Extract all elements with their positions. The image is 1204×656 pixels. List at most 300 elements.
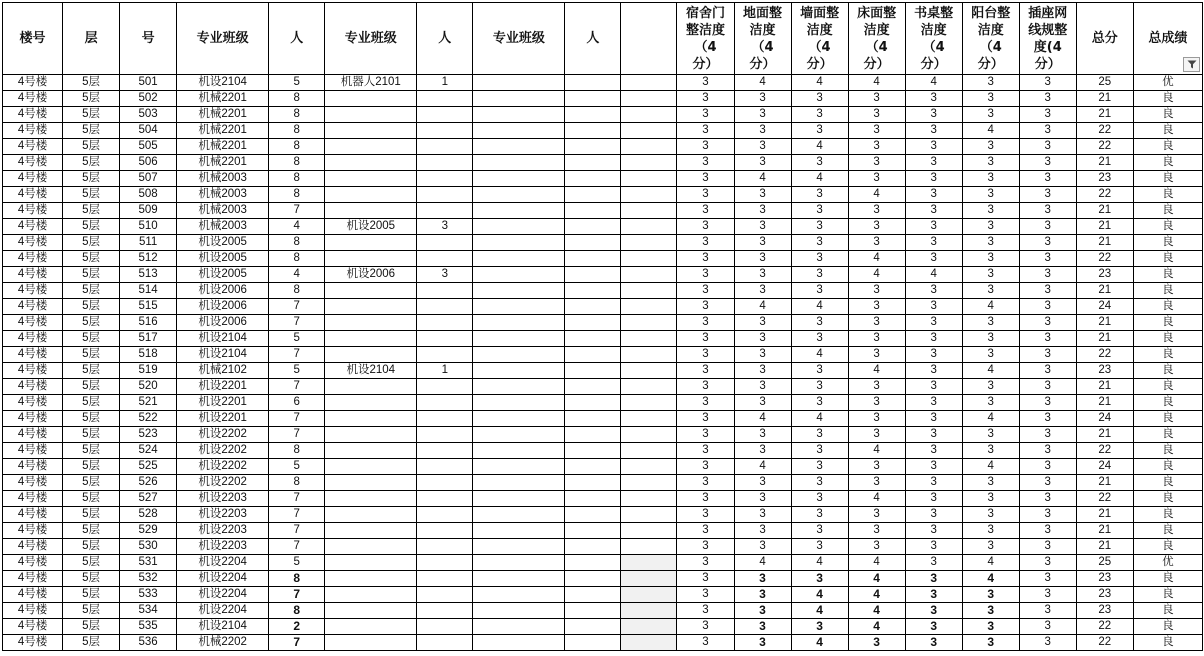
header-blank[interactable] xyxy=(621,3,677,75)
header-floor[interactable] xyxy=(63,3,120,75)
table-cell[interactable]: 22 xyxy=(1076,347,1133,363)
table-cell[interactable] xyxy=(473,155,565,171)
table-cell[interactable]: 2 xyxy=(269,619,325,635)
table-cell[interactable] xyxy=(325,107,417,123)
table-cell[interactable]: 良 xyxy=(1133,107,1202,123)
table-cell[interactable] xyxy=(565,155,621,171)
table-cell[interactable]: 8 xyxy=(269,475,325,491)
table-cell[interactable] xyxy=(621,571,677,587)
table-cell[interactable]: 5层 xyxy=(63,235,120,251)
table-cell[interactable]: 3 xyxy=(734,123,791,139)
table-cell[interactable]: 3 xyxy=(905,571,962,587)
table-cell[interactable] xyxy=(565,443,621,459)
table-cell[interactable] xyxy=(325,603,417,619)
table-cell[interactable] xyxy=(325,251,417,267)
table-cell[interactable]: 526 xyxy=(120,475,177,491)
table-cell[interactable]: 532 xyxy=(120,571,177,587)
table-cell[interactable]: 3 xyxy=(905,443,962,459)
table-cell[interactable]: 505 xyxy=(120,139,177,155)
table-cell[interactable] xyxy=(325,91,417,107)
table-cell[interactable]: 5层 xyxy=(63,283,120,299)
table-cell[interactable]: 3 xyxy=(962,603,1019,619)
table-cell[interactable]: 5层 xyxy=(63,459,120,475)
table-cell[interactable]: 3 xyxy=(848,139,905,155)
header-total-score[interactable] xyxy=(1076,3,1133,75)
table-cell[interactable] xyxy=(325,283,417,299)
table-cell[interactable]: 机设2202 xyxy=(177,427,269,443)
table-cell[interactable]: 3 xyxy=(734,235,791,251)
table-cell[interactable]: 3 xyxy=(905,395,962,411)
table-cell[interactable] xyxy=(621,91,677,107)
table-cell[interactable] xyxy=(473,347,565,363)
table-cell[interactable]: 3 xyxy=(791,251,848,267)
table-cell[interactable]: 3 xyxy=(677,75,734,91)
table-cell[interactable]: 525 xyxy=(120,459,177,475)
table-cell[interactable]: 3 xyxy=(848,171,905,187)
table-cell[interactable] xyxy=(473,187,565,203)
table-cell[interactable]: 良 xyxy=(1133,395,1202,411)
table-cell[interactable]: 3 xyxy=(677,235,734,251)
table-cell[interactable]: 3 xyxy=(1019,555,1076,571)
table-cell[interactable] xyxy=(621,507,677,523)
table-cell[interactable]: 良 xyxy=(1133,91,1202,107)
table-cell[interactable] xyxy=(621,315,677,331)
table-cell[interactable]: 7 xyxy=(269,347,325,363)
table-cell[interactable]: 3 xyxy=(905,427,962,443)
table-cell[interactable]: 21 xyxy=(1076,203,1133,219)
table-cell[interactable]: 4号楼 xyxy=(3,475,63,491)
table-cell[interactable]: 5层 xyxy=(63,171,120,187)
table-cell[interactable]: 5 xyxy=(269,331,325,347)
table-cell[interactable]: 7 xyxy=(269,539,325,555)
table-cell[interactable]: 3 xyxy=(677,219,734,235)
table-cell[interactable]: 3 xyxy=(962,267,1019,283)
table-cell[interactable]: 机设2203 xyxy=(177,507,269,523)
table-cell[interactable]: 7 xyxy=(269,411,325,427)
table-cell[interactable]: 22 xyxy=(1076,123,1133,139)
table-cell[interactable]: 4 xyxy=(734,171,791,187)
table-cell[interactable] xyxy=(473,91,565,107)
table-cell[interactable]: 3 xyxy=(848,427,905,443)
table-cell[interactable] xyxy=(473,619,565,635)
table-cell[interactable]: 4 xyxy=(848,555,905,571)
table-cell[interactable] xyxy=(565,379,621,395)
table-cell[interactable]: 3 xyxy=(677,555,734,571)
table-cell[interactable]: 3 xyxy=(905,491,962,507)
table-cell[interactable] xyxy=(621,443,677,459)
table-cell[interactable]: 4 xyxy=(905,267,962,283)
table-cell[interactable]: 529 xyxy=(120,523,177,539)
table-cell[interactable]: 4 xyxy=(734,299,791,315)
table-cell[interactable]: 4 xyxy=(791,555,848,571)
table-cell[interactable]: 机设2201 xyxy=(177,411,269,427)
table-cell[interactable] xyxy=(473,123,565,139)
table-cell[interactable] xyxy=(473,219,565,235)
table-cell[interactable]: 3 xyxy=(677,107,734,123)
table-cell[interactable]: 7 xyxy=(269,635,325,651)
table-cell[interactable] xyxy=(417,251,473,267)
table-cell[interactable]: 3 xyxy=(905,523,962,539)
table-cell[interactable]: 7 xyxy=(269,427,325,443)
table-cell[interactable]: 519 xyxy=(120,363,177,379)
table-cell[interactable] xyxy=(325,379,417,395)
table-cell[interactable]: 3 xyxy=(734,331,791,347)
table-cell[interactable] xyxy=(325,523,417,539)
table-cell[interactable] xyxy=(325,619,417,635)
table-cell[interactable]: 4 xyxy=(962,459,1019,475)
table-cell[interactable] xyxy=(621,379,677,395)
table-cell[interactable] xyxy=(325,331,417,347)
table-cell[interactable]: 3 xyxy=(962,251,1019,267)
table-cell[interactable]: 3 xyxy=(962,347,1019,363)
table-cell[interactable]: 4 xyxy=(791,171,848,187)
table-cell[interactable]: 8 xyxy=(269,443,325,459)
table-cell[interactable]: 21 xyxy=(1076,235,1133,251)
header-door-cleanliness[interactable] xyxy=(677,3,734,75)
table-cell[interactable] xyxy=(417,539,473,555)
table-cell[interactable]: 3 xyxy=(1019,235,1076,251)
table-cell[interactable]: 机设2204 xyxy=(177,587,269,603)
table-cell[interactable]: 3 xyxy=(905,475,962,491)
table-cell[interactable] xyxy=(621,283,677,299)
table-cell[interactable]: 机设2104 xyxy=(177,347,269,363)
table-cell[interactable]: 21 xyxy=(1076,107,1133,123)
table-cell[interactable]: 4 xyxy=(791,139,848,155)
table-cell[interactable]: 4 xyxy=(791,635,848,651)
table-cell[interactable]: 3 xyxy=(791,475,848,491)
table-cell[interactable] xyxy=(417,427,473,443)
table-cell[interactable] xyxy=(621,587,677,603)
table-cell[interactable]: 4 xyxy=(734,75,791,91)
table-cell[interactable]: 533 xyxy=(120,587,177,603)
table-cell[interactable]: 机设2006 xyxy=(177,283,269,299)
header-desk-cleanliness[interactable] xyxy=(905,3,962,75)
table-cell[interactable]: 3 xyxy=(905,283,962,299)
table-cell[interactable]: 3 xyxy=(677,443,734,459)
table-cell[interactable]: 3 xyxy=(791,155,848,171)
table-cell[interactable]: 3 xyxy=(791,491,848,507)
table-cell[interactable]: 3 xyxy=(1019,171,1076,187)
table-cell[interactable]: 4号楼 xyxy=(3,267,63,283)
table-cell[interactable]: 机械2102 xyxy=(177,363,269,379)
table-cell[interactable]: 3 xyxy=(962,107,1019,123)
table-cell[interactable]: 3 xyxy=(791,507,848,523)
table-cell[interactable]: 5层 xyxy=(63,251,120,267)
table-cell[interactable]: 3 xyxy=(848,523,905,539)
table-cell[interactable]: 4号楼 xyxy=(3,251,63,267)
table-cell[interactable] xyxy=(417,155,473,171)
table-cell[interactable]: 22 xyxy=(1076,619,1133,635)
table-cell[interactable]: 良 xyxy=(1133,331,1202,347)
table-cell[interactable] xyxy=(565,267,621,283)
table-cell[interactable]: 3 xyxy=(1019,539,1076,555)
table-cell[interactable]: 3 xyxy=(962,283,1019,299)
table-cell[interactable]: 5层 xyxy=(63,75,120,91)
table-cell[interactable]: 3 xyxy=(791,187,848,203)
table-cell[interactable] xyxy=(473,459,565,475)
table-cell[interactable] xyxy=(325,347,417,363)
table-cell[interactable]: 524 xyxy=(120,443,177,459)
table-cell[interactable]: 503 xyxy=(120,107,177,123)
table-cell[interactable]: 3 xyxy=(791,443,848,459)
table-cell[interactable] xyxy=(621,267,677,283)
table-cell[interactable] xyxy=(325,571,417,587)
table-cell[interactable]: 3 xyxy=(677,347,734,363)
table-cell[interactable]: 3 xyxy=(962,587,1019,603)
table-cell[interactable]: 5层 xyxy=(63,379,120,395)
table-cell[interactable]: 5 xyxy=(269,75,325,91)
table-cell[interactable]: 3 xyxy=(791,123,848,139)
table-cell[interactable]: 3 xyxy=(734,539,791,555)
table-cell[interactable]: 机械2202 xyxy=(177,635,269,651)
table-cell[interactable]: 8 xyxy=(269,91,325,107)
table-cell[interactable]: 21 xyxy=(1076,155,1133,171)
table-cell[interactable] xyxy=(473,379,565,395)
table-cell[interactable]: 513 xyxy=(120,267,177,283)
table-cell[interactable]: 5层 xyxy=(63,187,120,203)
table-cell[interactable]: 5层 xyxy=(63,123,120,139)
table-cell[interactable]: 3 xyxy=(734,635,791,651)
table-cell[interactable]: 522 xyxy=(120,411,177,427)
table-cell[interactable] xyxy=(417,523,473,539)
table-cell[interactable] xyxy=(473,507,565,523)
table-cell[interactable]: 良 xyxy=(1133,427,1202,443)
table-cell[interactable]: 3 xyxy=(734,251,791,267)
table-cell[interactable]: 3 xyxy=(677,331,734,347)
table-cell[interactable]: 3 xyxy=(791,315,848,331)
table-cell[interactable]: 8 xyxy=(269,571,325,587)
header-class-3[interactable] xyxy=(473,3,565,75)
table-cell[interactable] xyxy=(325,555,417,571)
table-cell[interactable]: 3 xyxy=(791,379,848,395)
table-cell[interactable]: 6 xyxy=(269,395,325,411)
table-cell[interactable] xyxy=(325,123,417,139)
table-cell[interactable]: 4号楼 xyxy=(3,379,63,395)
table-cell[interactable]: 3 xyxy=(962,203,1019,219)
table-cell[interactable]: 5层 xyxy=(63,475,120,491)
table-cell[interactable] xyxy=(621,347,677,363)
table-cell[interactable]: 3 xyxy=(905,347,962,363)
table-cell[interactable] xyxy=(325,587,417,603)
table-cell[interactable]: 535 xyxy=(120,619,177,635)
table-cell[interactable]: 机设2202 xyxy=(177,443,269,459)
table-cell[interactable]: 3 xyxy=(734,587,791,603)
table-cell[interactable]: 4 xyxy=(734,555,791,571)
table-cell[interactable]: 良 xyxy=(1133,299,1202,315)
table-cell[interactable]: 4号楼 xyxy=(3,491,63,507)
table-cell[interactable]: 4号楼 xyxy=(3,427,63,443)
table-cell[interactable]: 3 xyxy=(677,395,734,411)
table-cell[interactable]: 3 xyxy=(677,539,734,555)
table-cell[interactable] xyxy=(621,203,677,219)
table-cell[interactable] xyxy=(473,299,565,315)
table-cell[interactable]: 5层 xyxy=(63,507,120,523)
table-cell[interactable]: 机设2204 xyxy=(177,555,269,571)
table-cell[interactable] xyxy=(417,555,473,571)
table-cell[interactable]: 4 xyxy=(848,187,905,203)
table-cell[interactable] xyxy=(325,491,417,507)
table-cell[interactable]: 5层 xyxy=(63,331,120,347)
table-cell[interactable] xyxy=(417,491,473,507)
table-cell[interactable] xyxy=(565,283,621,299)
table-cell[interactable]: 3 xyxy=(734,571,791,587)
table-cell[interactable]: 23 xyxy=(1076,587,1133,603)
table-cell[interactable]: 3 xyxy=(677,203,734,219)
table-cell[interactable]: 4 xyxy=(848,491,905,507)
table-cell[interactable] xyxy=(621,523,677,539)
table-cell[interactable]: 21 xyxy=(1076,539,1133,555)
table-cell[interactable]: 3 xyxy=(848,283,905,299)
table-cell[interactable]: 23 xyxy=(1076,603,1133,619)
table-cell[interactable] xyxy=(473,555,565,571)
table-cell[interactable]: 机械2201 xyxy=(177,155,269,171)
table-cell[interactable]: 21 xyxy=(1076,427,1133,443)
table-cell[interactable] xyxy=(621,139,677,155)
table-cell[interactable]: 523 xyxy=(120,427,177,443)
table-cell[interactable]: 511 xyxy=(120,235,177,251)
table-cell[interactable] xyxy=(565,123,621,139)
table-cell[interactable]: 3 xyxy=(905,139,962,155)
table-cell[interactable] xyxy=(565,587,621,603)
table-cell[interactable] xyxy=(621,363,677,379)
table-cell[interactable] xyxy=(473,75,565,91)
table-cell[interactable]: 良 xyxy=(1133,267,1202,283)
table-cell[interactable]: 3 xyxy=(734,507,791,523)
table-cell[interactable]: 3 xyxy=(905,411,962,427)
table-cell[interactable]: 22 xyxy=(1076,187,1133,203)
table-cell[interactable]: 5层 xyxy=(63,539,120,555)
table-cell[interactable] xyxy=(621,459,677,475)
table-cell[interactable] xyxy=(473,635,565,651)
table-cell[interactable]: 3 xyxy=(905,203,962,219)
table-cell[interactable]: 5层 xyxy=(63,619,120,635)
table-cell[interactable]: 良 xyxy=(1133,251,1202,267)
table-cell[interactable] xyxy=(565,427,621,443)
table-cell[interactable]: 3 xyxy=(848,235,905,251)
table-cell[interactable]: 515 xyxy=(120,299,177,315)
table-cell[interactable]: 3 xyxy=(677,139,734,155)
table-cell[interactable] xyxy=(473,139,565,155)
table-cell[interactable] xyxy=(325,299,417,315)
table-cell[interactable]: 机械2201 xyxy=(177,139,269,155)
table-cell[interactable]: 3 xyxy=(962,219,1019,235)
table-cell[interactable] xyxy=(621,475,677,491)
table-cell[interactable]: 504 xyxy=(120,123,177,139)
table-cell[interactable]: 4号楼 xyxy=(3,91,63,107)
table-cell[interactable]: 良 xyxy=(1133,587,1202,603)
table-cell[interactable]: 8 xyxy=(269,603,325,619)
table-cell[interactable]: 506 xyxy=(120,155,177,171)
table-cell[interactable]: 4号楼 xyxy=(3,155,63,171)
table-cell[interactable]: 5层 xyxy=(63,395,120,411)
table-cell[interactable]: 机设2202 xyxy=(177,459,269,475)
table-cell[interactable]: 8 xyxy=(269,155,325,171)
table-cell[interactable]: 3 xyxy=(791,363,848,379)
table-cell[interactable]: 7 xyxy=(269,299,325,315)
table-cell[interactable] xyxy=(417,139,473,155)
table-cell[interactable]: 机设2203 xyxy=(177,539,269,555)
table-cell[interactable]: 3 xyxy=(677,603,734,619)
table-cell[interactable] xyxy=(473,107,565,123)
header-floor-cleanliness[interactable] xyxy=(734,3,791,75)
table-cell[interactable]: 3 xyxy=(905,619,962,635)
filter-dropdown-button[interactable] xyxy=(1183,57,1200,72)
header-bed-cleanliness[interactable] xyxy=(848,3,905,75)
table-cell[interactable]: 良 xyxy=(1133,507,1202,523)
table-cell[interactable]: 机设2005 xyxy=(177,267,269,283)
table-cell[interactable]: 3 xyxy=(1019,507,1076,523)
table-cell[interactable]: 3 xyxy=(1019,123,1076,139)
table-cell[interactable]: 8 xyxy=(269,283,325,299)
table-cell[interactable]: 3 xyxy=(677,123,734,139)
table-cell[interactable] xyxy=(621,331,677,347)
table-cell[interactable]: 4号楼 xyxy=(3,139,63,155)
table-cell[interactable] xyxy=(565,539,621,555)
table-cell[interactable] xyxy=(417,283,473,299)
table-cell[interactable]: 527 xyxy=(120,491,177,507)
table-cell[interactable]: 3 xyxy=(1019,267,1076,283)
table-cell[interactable] xyxy=(565,635,621,651)
table-cell[interactable] xyxy=(417,171,473,187)
table-cell[interactable]: 4 xyxy=(791,299,848,315)
table-cell[interactable]: 3 xyxy=(734,475,791,491)
table-cell[interactable]: 531 xyxy=(120,555,177,571)
table-cell[interactable]: 3 xyxy=(905,315,962,331)
table-cell[interactable]: 3 xyxy=(677,427,734,443)
table-cell[interactable] xyxy=(473,363,565,379)
table-cell[interactable]: 22 xyxy=(1076,251,1133,267)
table-cell[interactable]: 3 xyxy=(734,315,791,331)
table-cell[interactable] xyxy=(417,347,473,363)
table-cell[interactable]: 3 xyxy=(791,523,848,539)
table-cell[interactable]: 3 xyxy=(734,283,791,299)
table-cell[interactable] xyxy=(621,219,677,235)
table-cell[interactable]: 3 xyxy=(905,539,962,555)
table-cell[interactable]: 3 xyxy=(962,139,1019,155)
table-cell[interactable]: 4 xyxy=(962,299,1019,315)
table-cell[interactable]: 3 xyxy=(962,619,1019,635)
table-cell[interactable]: 5 xyxy=(269,363,325,379)
table-cell[interactable] xyxy=(565,555,621,571)
table-cell[interactable]: 4 xyxy=(791,603,848,619)
table-cell[interactable]: 3 xyxy=(962,395,1019,411)
table-cell[interactable] xyxy=(417,91,473,107)
table-cell[interactable]: 3 xyxy=(905,299,962,315)
table-cell[interactable] xyxy=(473,395,565,411)
table-cell[interactable]: 良 xyxy=(1133,283,1202,299)
table-cell[interactable]: 3 xyxy=(677,155,734,171)
table-cell[interactable]: 3 xyxy=(1019,491,1076,507)
table-cell[interactable]: 机设2203 xyxy=(177,491,269,507)
table-cell[interactable]: 3 xyxy=(848,203,905,219)
table-cell[interactable]: 3 xyxy=(734,139,791,155)
table-cell[interactable]: 良 xyxy=(1133,603,1202,619)
table-cell[interactable]: 4号楼 xyxy=(3,555,63,571)
table-cell[interactable]: 机设2204 xyxy=(177,571,269,587)
table-cell[interactable]: 8 xyxy=(269,171,325,187)
table-cell[interactable]: 良 xyxy=(1133,155,1202,171)
table-cell[interactable]: 502 xyxy=(120,91,177,107)
table-cell[interactable]: 3 xyxy=(677,171,734,187)
table-cell[interactable]: 3 xyxy=(1019,475,1076,491)
table-cell[interactable]: 3 xyxy=(962,235,1019,251)
table-cell[interactable] xyxy=(565,507,621,523)
table-cell[interactable] xyxy=(473,571,565,587)
table-cell[interactable]: 5层 xyxy=(63,267,120,283)
table-cell[interactable]: 3 xyxy=(848,539,905,555)
table-cell[interactable]: 3 xyxy=(677,475,734,491)
table-cell[interactable] xyxy=(621,123,677,139)
